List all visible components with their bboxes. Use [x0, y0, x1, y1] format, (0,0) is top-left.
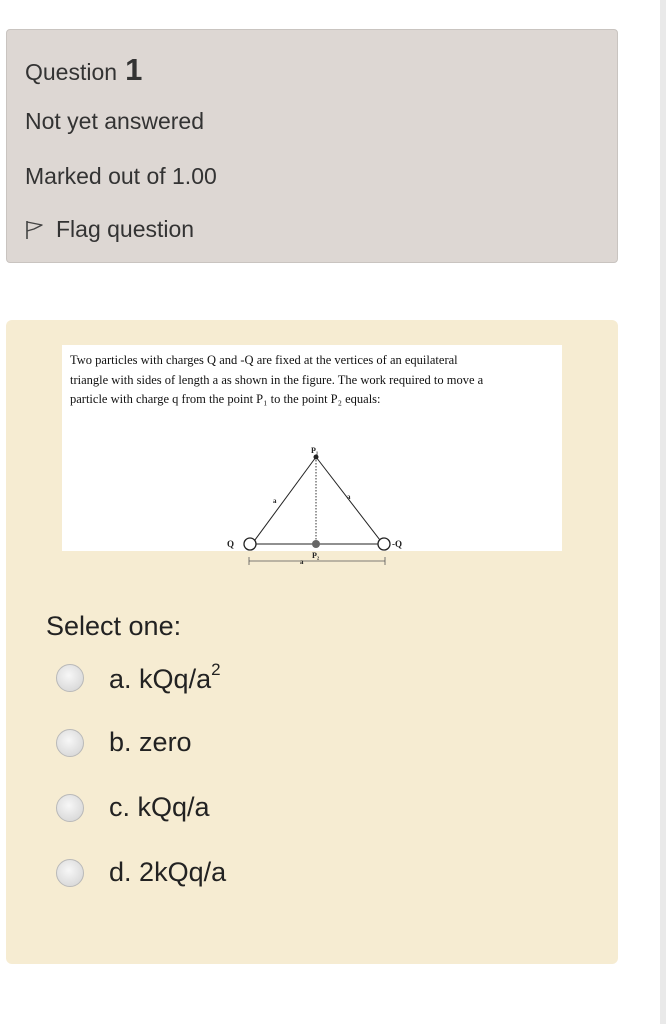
point-p1	[314, 455, 319, 460]
point-p2	[312, 540, 320, 548]
charge-q-right	[378, 538, 390, 550]
question-state: Not yet answered	[25, 108, 204, 134]
question-number: 1	[125, 52, 143, 87]
option-a-label: a. kQq/$a^2$	[109, 660, 221, 694]
question-text-line-3: particle with charge q from the point P₁ to the point P₂ equals:	[70, 392, 381, 406]
answer-option-c[interactable]	[56, 792, 210, 823]
label-base: a	[300, 558, 304, 566]
label-q-left: Q	[227, 539, 235, 549]
answer-option-a[interactable]	[56, 660, 221, 695]
answer-option-d[interactable]	[56, 857, 226, 888]
flag-question-link[interactable]	[25, 216, 194, 243]
flag-icon	[25, 220, 44, 240]
charge-q-left	[244, 538, 256, 550]
option-c-label: c. kQq/a	[109, 792, 210, 822]
question-grade: Marked out of 1.00	[25, 163, 217, 189]
label-q-right: -Q	[392, 539, 402, 549]
radio-c[interactable]	[56, 794, 84, 822]
flag-question-label: Flag question	[56, 216, 195, 242]
option-b-label: b. zero	[109, 727, 192, 757]
label-side-left: a	[273, 497, 277, 505]
radio-d[interactable]	[56, 859, 84, 887]
triangle-diagram	[62, 345, 562, 566]
question-text-line-1: Two particles with charges Q and -Q are fixed at the vertices of an equilateral	[70, 353, 458, 367]
question-heading	[25, 52, 142, 88]
select-one-prompt: Select one:	[46, 611, 182, 641]
question-text-line-2: triangle with sides of length a as shown in the figure. The work required to move a	[70, 372, 484, 387]
side-left	[252, 457, 316, 544]
label-p1: P₁	[311, 446, 319, 455]
question-image	[62, 345, 562, 566]
question-content	[6, 320, 618, 964]
option-d-label: d. 2kQq/a	[109, 857, 227, 887]
scrollbar-track	[660, 0, 666, 1024]
label-p2: P₂	[312, 551, 320, 560]
question-label: Question	[25, 59, 118, 85]
radio-b[interactable]	[56, 729, 84, 757]
radio-a[interactable]	[56, 664, 84, 692]
label-side-right: a	[347, 493, 351, 501]
answer-option-b[interactable]	[56, 727, 192, 758]
question-info-panel	[6, 29, 618, 263]
